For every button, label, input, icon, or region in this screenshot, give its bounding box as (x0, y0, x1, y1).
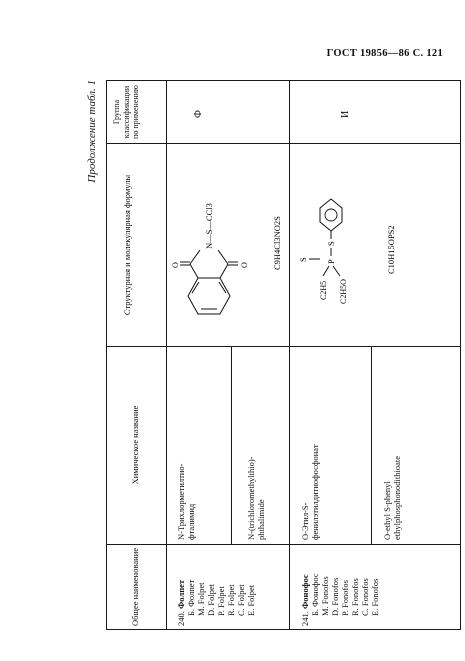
row-240-n-group: N—S—CCl3 (204, 203, 214, 249)
row-240-number: 240. (176, 611, 186, 626)
table-top-border (106, 80, 107, 630)
header-common-name: Общее наименование (130, 547, 140, 627)
row-241-ethoxy: C2H5O (339, 279, 348, 304)
row-241-synonym: R. Fonofos (350, 578, 360, 616)
row-241-synonym: D. Fonofos (330, 577, 340, 616)
row-241-number: 241. (300, 611, 310, 626)
row-240-chem-ru: N-Трихлорметилтио-фталимид (176, 463, 196, 540)
table-right-border (106, 80, 461, 81)
row-241-sulfur-top: S (298, 257, 308, 262)
row-241-common-name (300, 546, 380, 626)
row-241-sulfur: S (326, 241, 336, 246)
row-241-chem-ru: О-Этил-S-фенилэтилдитиофосфонат (300, 444, 320, 540)
row-241-synonym: P. Fonofos (340, 580, 350, 616)
header-group: Группа классификации по применению (112, 85, 140, 139)
rotated-table-page (86, 80, 461, 630)
row-241-name: Фонофос (300, 574, 310, 609)
row-241-synonym: E. Fonofos (370, 578, 380, 616)
col-divider-1 (106, 544, 461, 545)
row-241-synonym: М. Fonofos (320, 576, 330, 616)
row-241-synonym: Б. Фонофос (310, 573, 320, 616)
row-240-synonym: P. Folpet (216, 586, 226, 616)
row-240-synonym: E. Folpet (246, 584, 256, 616)
row-240-synonym: C. Folpet (236, 584, 246, 616)
row-240-oxygen-bottom: O (240, 262, 249, 268)
page-header: ГОСТ 19856—86 С. 121 (326, 48, 443, 59)
row-240-synonym: Б. Фолпет (186, 579, 196, 616)
table-left-border (106, 629, 461, 630)
row-240-group: Ф (193, 110, 204, 118)
row-240-chem-en: N-(trichloromethylthio)-phthalimide (246, 456, 266, 540)
row-241-formula: C10H15OPS2 (386, 225, 396, 274)
header-chemical-name: Химическое название (130, 405, 140, 485)
row-241-chem-en: O-ethyl S-phenyl ethylphosphonodithioate (382, 455, 402, 540)
row-241-phosphorus: P (326, 259, 336, 264)
row-241-structure (296, 150, 416, 340)
row-240-synonym: D. Folpet (206, 583, 216, 616)
continuation-label: Продолжение табл. 1 (86, 80, 98, 183)
col-divider-3 (106, 143, 461, 144)
chem-sub-divider-240 (231, 347, 232, 544)
row-240-synonym: М. Folpet (196, 582, 206, 616)
row-240-structure (170, 150, 288, 340)
row-241-group: И (340, 110, 351, 118)
row-240-name: Фолпет (176, 579, 186, 609)
col-divider-2 (106, 346, 461, 347)
row-240-formula: C9H4Cl3NO2S (272, 216, 282, 270)
table-bottom-border (460, 80, 461, 630)
header-structure: Структурная и молекулярная формулы (122, 174, 132, 316)
header-bottom-border (166, 80, 167, 630)
row-240-oxygen-top: O (171, 262, 180, 268)
chem-sub-divider-241 (371, 347, 372, 544)
row-240-common-name (176, 546, 256, 626)
row-241-synonym: C. Fonofos (360, 578, 370, 616)
row-241-ethyl: C2H5 (319, 280, 328, 300)
row-divider (289, 80, 290, 630)
row-240-synonym: R. Folpet (226, 584, 236, 616)
